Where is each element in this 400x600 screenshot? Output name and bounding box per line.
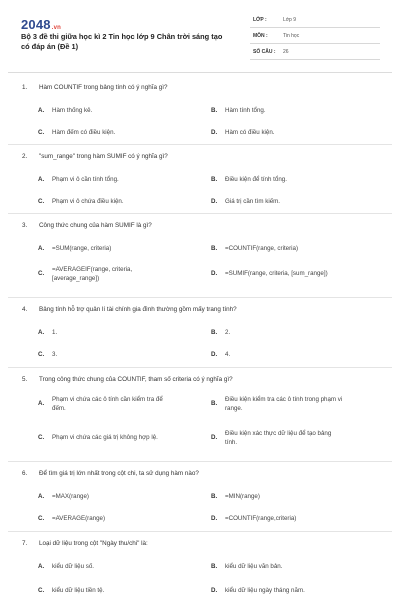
option-letter: A. bbox=[38, 563, 45, 570]
question-number: 2. bbox=[22, 153, 28, 160]
header-divider bbox=[8, 72, 392, 73]
site-logo[interactable] bbox=[21, 17, 61, 32]
option-letter: D. bbox=[211, 587, 218, 594]
option-text-line: kiểu dữ liệu tiền tệ. bbox=[52, 587, 105, 594]
question-text bbox=[22, 470, 199, 477]
option-text bbox=[225, 351, 230, 360]
option-text-line: kiểu dữ liệu ngày tháng năm. bbox=[225, 587, 305, 594]
question-text bbox=[22, 376, 233, 383]
option-text-line: Phạm vi ô chứa điều kiện. bbox=[52, 198, 124, 205]
meta-row-class bbox=[250, 14, 380, 28]
option-text-line: =COUNTIF(range,criteria) bbox=[225, 515, 297, 522]
option-text bbox=[225, 396, 342, 413]
option-text-line: Điều kiện xác thực dữ liệu để tạo bảng bbox=[225, 430, 332, 437]
option-letter: B. bbox=[211, 176, 218, 183]
option-text bbox=[52, 515, 105, 524]
option-text-line: đếm. bbox=[52, 404, 66, 412]
question-separator bbox=[8, 144, 392, 145]
option-text bbox=[225, 493, 260, 502]
option-letter: B. bbox=[211, 493, 218, 500]
meta-info bbox=[250, 14, 380, 62]
option-text bbox=[225, 515, 296, 524]
question-label: Loại dữ liệu trong cột "Ngày thu/chi" là: bbox=[39, 540, 148, 547]
option-text bbox=[52, 176, 119, 185]
question-separator bbox=[8, 213, 392, 214]
option-text-line: range. bbox=[225, 404, 243, 412]
option-text bbox=[225, 563, 282, 572]
meta-key: MÔN : bbox=[253, 33, 268, 39]
option-text bbox=[225, 329, 230, 338]
option-text-line: [average_range]) bbox=[52, 274, 100, 282]
option-text bbox=[225, 129, 275, 138]
option-text-line: Điều kiện kiểm tra các ô tính trong phạm vi bbox=[225, 396, 343, 403]
question-text bbox=[22, 153, 168, 160]
option-text bbox=[225, 107, 266, 116]
question-separator bbox=[8, 297, 392, 298]
option-text bbox=[52, 563, 94, 572]
option-text-line: Hàm có điều kiện. bbox=[225, 129, 275, 136]
option-letter: A. bbox=[38, 107, 45, 114]
option-letter: A. bbox=[38, 400, 45, 407]
logo-main-text: 2048 bbox=[21, 17, 51, 32]
option-letter: B. bbox=[211, 400, 218, 407]
question-separator bbox=[8, 461, 392, 462]
option-letter: D. bbox=[211, 515, 218, 522]
option-text-line: Hàm tính tổng. bbox=[225, 107, 266, 114]
option-text bbox=[225, 430, 331, 447]
option-letter: B. bbox=[211, 107, 218, 114]
option-text bbox=[52, 245, 111, 254]
meta-row-subject bbox=[250, 30, 380, 44]
meta-key: LỚP : bbox=[253, 17, 267, 23]
option-text bbox=[52, 351, 57, 360]
question-number: 3. bbox=[22, 222, 28, 229]
option-text bbox=[52, 396, 163, 413]
question-text bbox=[22, 222, 152, 229]
option-text bbox=[52, 493, 89, 502]
option-text-line: =SUMIF(range, criteria, [sum_range]) bbox=[225, 270, 328, 277]
question-number: 1. bbox=[22, 84, 28, 91]
question-text bbox=[22, 84, 167, 91]
option-letter: A. bbox=[38, 493, 45, 500]
option-text-line: =MIN(range) bbox=[225, 493, 260, 500]
option-text bbox=[52, 198, 124, 207]
question-text bbox=[22, 540, 148, 547]
option-text bbox=[52, 107, 92, 116]
option-letter: D. bbox=[211, 270, 218, 277]
option-letter: C. bbox=[38, 587, 45, 594]
option-text-line: =SUM(range, criteria) bbox=[52, 245, 112, 252]
page-header bbox=[0, 0, 400, 68]
question-text bbox=[22, 306, 237, 313]
option-text-line: tính. bbox=[225, 438, 238, 446]
option-text bbox=[225, 198, 280, 207]
option-text bbox=[52, 434, 158, 443]
option-text-line: Hàm thống kê. bbox=[52, 107, 93, 114]
option-text bbox=[225, 270, 328, 279]
option-letter: A. bbox=[38, 176, 45, 183]
option-text-line: Giá trị cần tìm kiếm. bbox=[225, 198, 281, 205]
question-number: 5. bbox=[22, 376, 28, 383]
question-label: Bảng tính hỗ trợ quản lí tài chính gia đình thường gồm mấy trang tính? bbox=[39, 306, 237, 313]
option-letter: C. bbox=[38, 434, 45, 441]
option-text bbox=[225, 176, 287, 185]
meta-value: Lớp 9 bbox=[283, 17, 297, 23]
question-separator bbox=[8, 367, 392, 368]
option-text-line: Hàm đếm có điều kiện. bbox=[52, 129, 116, 136]
option-text bbox=[52, 129, 115, 138]
option-text bbox=[52, 329, 57, 338]
logo-suffix: .vn bbox=[51, 25, 62, 31]
option-letter: D. bbox=[211, 129, 218, 136]
document-title: Bộ 3 đề thi giữa học kì 2 Tin học lớp 9 Chân trời sáng tạo có đáp án (Đề 1) bbox=[21, 32, 223, 51]
question-label: Công thức chung của hàm SUMIF là gì? bbox=[39, 222, 152, 229]
option-letter: C. bbox=[38, 198, 45, 205]
question-number: 4. bbox=[22, 306, 28, 313]
option-text bbox=[52, 587, 104, 596]
option-letter: C. bbox=[38, 351, 45, 358]
option-text-line: =MAX(range) bbox=[52, 493, 89, 500]
question-label: Trong công thức chung của COUNTIF, tham số criteria có ý nghĩa gì? bbox=[39, 376, 233, 383]
option-letter: B. bbox=[211, 245, 218, 252]
option-text-line: =AVERAGE(range) bbox=[52, 515, 106, 522]
question-number: 7. bbox=[22, 540, 28, 547]
option-text-line: Phạm vi chứa các giá trị không hợp lệ. bbox=[52, 434, 158, 441]
question-label: Để tìm giá trị lớn nhất trong cột chi, ta sử dụng hàm nào? bbox=[39, 470, 199, 477]
option-letter: C. bbox=[38, 515, 45, 522]
option-letter: A. bbox=[38, 245, 45, 252]
option-text-line: 3. bbox=[52, 351, 58, 358]
option-letter: D. bbox=[211, 434, 218, 441]
option-text-line: Phạm vi ô cần tính tổng. bbox=[52, 176, 119, 183]
meta-value: 26 bbox=[283, 49, 289, 55]
option-letter: A. bbox=[38, 329, 45, 336]
meta-key: SỐ CÂU : bbox=[253, 49, 276, 55]
option-text-line: 1. bbox=[52, 329, 58, 336]
option-text bbox=[225, 245, 298, 254]
option-letter: D. bbox=[211, 198, 218, 205]
meta-row-count bbox=[250, 46, 380, 60]
option-text-line: Điều kiện để tính tổng. bbox=[225, 176, 287, 183]
option-text-line: =COUNTIF(range, criteria) bbox=[225, 245, 299, 252]
option-text-line: kiểu dữ liệu số. bbox=[52, 563, 94, 570]
question-separator bbox=[8, 531, 392, 532]
option-text-line: kiểu dữ liệu văn bản. bbox=[225, 563, 283, 570]
option-text-line: 2. bbox=[225, 329, 231, 336]
option-text-line: 4. bbox=[225, 351, 231, 358]
option-letter: C. bbox=[38, 270, 45, 277]
option-letter: B. bbox=[211, 563, 218, 570]
question-label: Hàm COUNTIF trong bảng tính có ý nghĩa gì? bbox=[39, 84, 168, 91]
meta-value: Tin học bbox=[283, 33, 300, 39]
option-text bbox=[52, 266, 132, 283]
option-text-line: Phạm vi chứa các ô tính cần kiểm tra để bbox=[52, 396, 163, 403]
option-text-line: =AVERAGEIF(range, criteria, bbox=[52, 266, 133, 273]
question-label: "sum_range" trong hàm SUMIF có ý nghĩa gì? bbox=[39, 153, 168, 160]
option-letter: D. bbox=[211, 351, 218, 358]
option-text bbox=[225, 587, 305, 596]
option-letter: B. bbox=[211, 329, 218, 336]
option-letter: C. bbox=[38, 129, 45, 136]
question-number: 6. bbox=[22, 470, 28, 477]
